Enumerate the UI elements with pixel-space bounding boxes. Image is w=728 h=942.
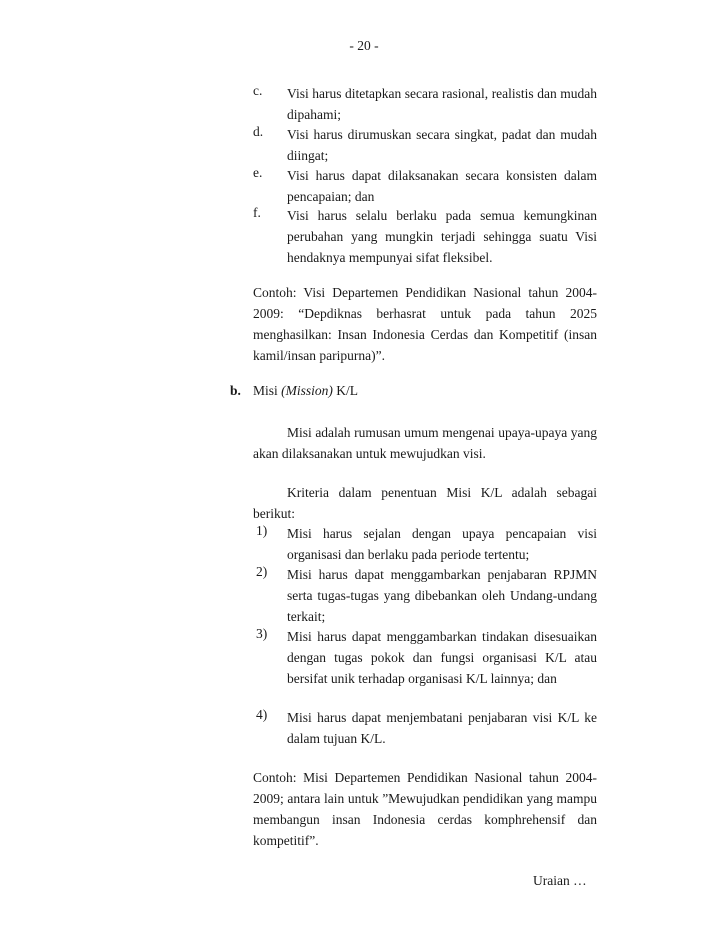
list-item-text: Visi harus selalu berlaku pada semua kemungkinan perubahan yang mungkin terjadi sehingga suatu Visi hendaknya mempunyai sifat fleksibel.	[287, 208, 597, 265]
list-marker: 4)	[256, 707, 268, 722]
list-marker: c.	[253, 83, 263, 98]
list-item-text: Misi harus dapat menggambarkan tindakan disesuaikan dengan tugas pokok dan fungsi organisasi K/L atau bersifat unik terhadap organisasi K/L lainnya; dan	[287, 629, 597, 686]
page-continuation: Uraian …	[533, 873, 587, 888]
list-item-text: Misi harus dapat menggambarkan penjabaran RPJMN serta tugas-tugas yang dibebankan oleh Undang-undang terkait;	[287, 567, 597, 624]
section-title-suffix: K/L	[336, 383, 359, 398]
list-marker: 1)	[256, 523, 268, 538]
list-item-misi-3	[253, 626, 597, 689]
list-item-visi-d	[253, 124, 597, 166]
list-item-text: Misi harus dapat menjembatani penjabaran visi K/L ke dalam tujuan K/L.	[287, 710, 597, 746]
misi-criteria-intro-paragraph	[253, 482, 597, 524]
section-title-prefix: Misi	[253, 383, 278, 398]
section-heading-misi	[230, 383, 358, 399]
list-item-misi-4	[253, 707, 597, 749]
list-item-text: Visi harus ditetapkan secara rasional, realistis dan mudah dipahami;	[287, 86, 597, 122]
section-letter: b.	[230, 383, 241, 398]
list-item-misi-2	[253, 564, 597, 627]
page-number: - 20 -	[349, 38, 379, 53]
list-marker: e.	[253, 165, 263, 180]
contoh-misi-paragraph: Contoh: Misi Departemen Pendidikan Nasional tahun 2004-2009; antara lain untuk ”Mewujudkan pendidikan yang mampu membangun insan Indonesia cerdas komphrehensif dan kompetitif”.	[253, 770, 597, 848]
list-marker: 3)	[256, 626, 268, 641]
misi-definition-text: Misi adalah rumusan umum mengenai upaya-upaya yang akan dilaksanakan untuk mewujudkan visi.	[253, 425, 597, 461]
list-item-text: Misi harus sejalan dengan upaya pencapaian visi organisasi dan berlaku pada periode tertentu;	[287, 526, 597, 562]
list-marker: f.	[253, 205, 261, 220]
list-item-text: Visi harus dapat dilaksanakan secara konsisten dalam pencapaian; dan	[287, 168, 597, 204]
list-marker: d.	[253, 124, 264, 139]
contoh-visi-paragraph: Contoh: Visi Departemen Pendidikan Nasional tahun 2004-2009: “Depdiknas berhasrat untuk pada tahun 2025 menghasilkan: Insan Indonesia Cerdas dan Kompetitif (insan kamil/insan paripurna)”.	[253, 285, 597, 363]
list-item-visi-f	[253, 205, 597, 268]
list-marker: 2)	[256, 564, 268, 579]
section-title-italic: (Mission)	[281, 383, 333, 398]
list-item-text: Visi harus dirumuskan secara singkat, padat dan mudah diingat;	[287, 127, 597, 163]
list-item-visi-e	[253, 165, 597, 207]
list-item-visi-c	[253, 83, 597, 125]
list-item-misi-1	[253, 523, 597, 565]
misi-definition-paragraph	[253, 422, 597, 464]
misi-criteria-intro-text: Kriteria dalam penentuan Misi K/L adalah sebagai berikut:	[253, 485, 597, 521]
